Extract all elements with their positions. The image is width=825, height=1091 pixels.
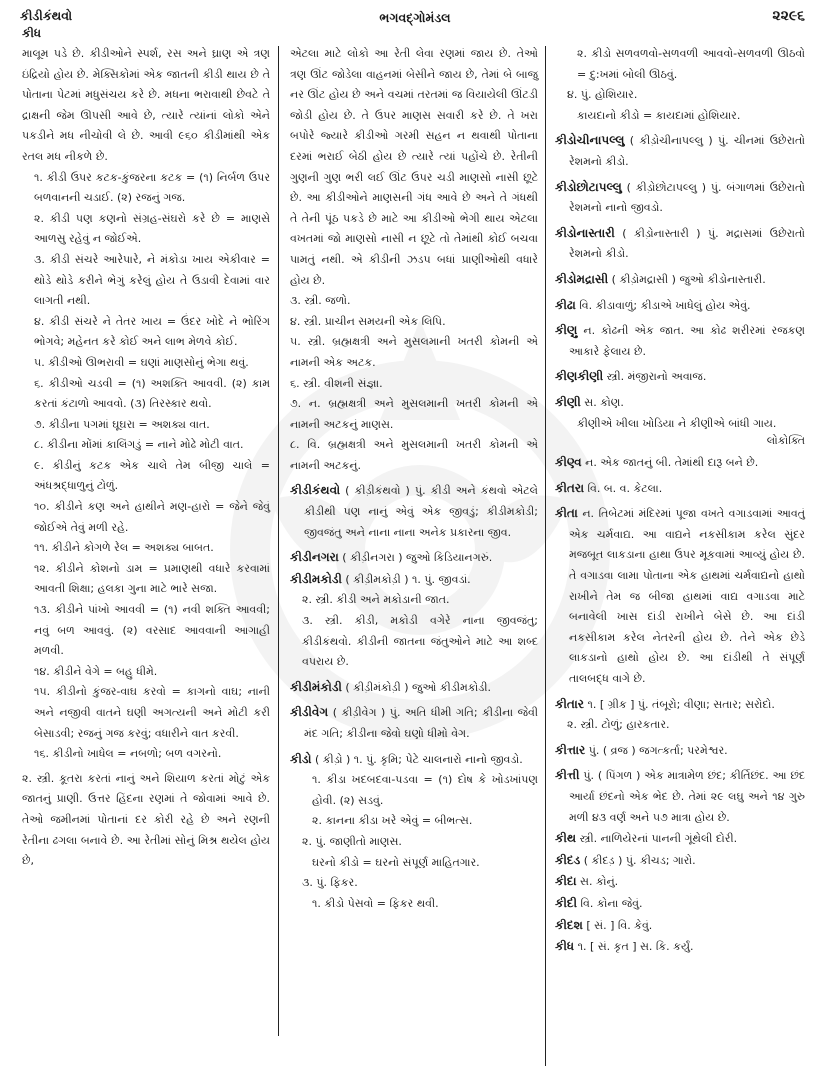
- headword: કીડો: [290, 751, 312, 766]
- dictionary-entry: [555, 893, 805, 915]
- sense-definition: ૪. પું. હોશિયાર.: [567, 88, 638, 102]
- dictionary-entry: [555, 366, 805, 388]
- sense-definition: ૫. સ્ત્રી. બ્રહ્મક્ષત્રી અને મુસલમાની ખતરી કોમની એ નામની એક અટક.: [290, 335, 538, 369]
- dictionary-entry: [290, 480, 538, 543]
- dictionary-entry: [555, 936, 805, 958]
- sense-definition: ૨. સ્ત્રી. કીડી અને મકોડાની જાત.: [302, 593, 450, 607]
- definition: પું. ( પિંગળ ) એક માત્રામેળ છંદ; કીર્તિછંદ. આ છંદ આર્યા છંદનો એક ભેદ છે. તેમાં ૨૯ લઘુ અને ૧૪ ગુરુ મળી ૪૩ વર્ણ અને ૫૭ માત્રા હોય છે.: [569, 769, 805, 824]
- headword: કીડોમદ્રાસી: [555, 271, 609, 286]
- entry-continuation: એટલા માટે લોકો આ રેતી લેવા રણમાં જાય છે. તેઓ ત્રણ ઊંટ જોડેલા વાહનમાં બેસીને જાય છે, તેમાં બે બાજુ નર ઊંટ હોય છે અને વચમાં તરતમાં જ વિયાયેલી ઊંટડી જોડી હોય છે. તે ઉપર માણસ સવારી કરે છે. તે ખરા બપોરે જ્યારે કીડીઓ ગરમી સહન ન થવાથી પોતાના દરમાં ભરાઈ બેઠી હોય છે ત્યારે ત્યાં પહોંચે છે. રેતીની ગુણની ગુણ ભરી લઈ ઊંટ ઉપર ચડી માણસો નાસી છૂટે છે. આ કીડીઓને માણસની ગંધ આવે છે અને તે ગંધથી તે તેની પૂંઠ પકડે છે માટે આ કીડીઓ ભેગી થાય એટલા વખતમાં જો માણસો નાસી ન છૂટે તો તેમાંથી કોઈ બચવા પામતું નથી. એ કીડીની ઝડપ બધાં પ્રાણીઓથી વધારે હોય છે.: [290, 47, 538, 287]
- entry-continuation: માલૂમ પડે છે. કીડીઓને સ્પર્શ, રસ અને ઘ્રાણ એ ત્રણ ઇંદ્રિયો હોય છે. મેક્સિકોમાં એક જાતની કીડી થાય છે તે પોતાના પેટમાં મધુસંચય કરે છે. મધના ભરાવાથી છેવટે તે દ્રાક્ષની જેમ ઊપસી આવે છે, ત્યારે ત્યાંનાં લોકો એને પકડીને મધ નીચોવી લે છે. આવી ૯૬૦ કીડીમાંથી એક રતલ મધ નીકળે છે.: [22, 47, 270, 163]
- headword: કીડોચીનાપલ્લુ: [555, 133, 625, 148]
- idiom: ૨. કીડો સળવળવો-સળવળી આવવો-સળવળી ઊઠવો = દુ:ખમાં બોલી ઊઠવું.: [577, 47, 805, 81]
- idiom: ૭. કીડીના પગમાં ઘૂઘરા = અશક્ય વાત.: [34, 417, 210, 431]
- book-title: ભગવદ્ગોમંડલ: [379, 10, 451, 25]
- column-divider: [278, 46, 279, 1036]
- idiom: ૧. કીડી ઉપર કટક-કુંજરના કટક = (૧) નિર્બળ ઉપર બળવાનની ચડાઈ. (૨) રજનું ગજ.: [34, 170, 270, 205]
- dictionary-entry: [555, 295, 805, 317]
- sense-definition: ૩. સ્ત્રી. જળો.: [290, 294, 351, 308]
- headword: કીધ: [555, 939, 575, 954]
- idiom: કાયદાનો કીડો = કાયદામાં હોશિયાર.: [577, 108, 741, 122]
- sense-definition: ૪. સ્ત્રી. પ્રાચીન સમયની એક લિપિ.: [290, 314, 446, 328]
- headword: કીડોનાસ્તારી: [555, 225, 615, 240]
- dictionary-entry: [290, 677, 538, 699]
- idiom: ઘરનો કીડો = ઘરનો સંપૂર્ણ માહિતગાર.: [312, 855, 480, 869]
- definition: સ. કોનું.: [576, 875, 619, 889]
- headword: કીદા: [555, 874, 577, 889]
- dictionary-entry: [555, 269, 805, 291]
- definition: ( કીડ઼ોછોટાપલ્લુ ) પું. બંગાળમાં ઉછેરાતો રેશમનો નાનો જીવડો.: [569, 180, 805, 215]
- definition: [ સં. ] વિ. કેવું.: [582, 918, 653, 932]
- idiom: ૨. કીડી પણ કણનો સંગ્રહ-સંઘરો કરે છે = માણસે આળસુ રહેવું ન જોઈએ.: [34, 211, 270, 246]
- headword: કીતરા: [555, 480, 585, 495]
- headword: કીત્તાર: [555, 742, 586, 757]
- idiom: ૧૨. કીડીને કોશનો ડામ = પ્રમાણથી વધારે કરવામાં આવતી શિક્ષા; હલકા ગુના માટે ભારે સજા.: [34, 561, 270, 596]
- definition: વિ. બ. વ. કેટલા.: [584, 481, 663, 495]
- sense-definition: ૬. સ્ત્રી. વીશની સંજ્ઞા.: [290, 376, 383, 390]
- headword: કીતાર: [555, 696, 585, 711]
- dictionary-entry: [555, 503, 805, 689]
- headword: કીણકીણી: [555, 369, 604, 384]
- sense-definition: ૨. સ્ત્રી. ટોળું; હારકતાર.: [567, 718, 670, 732]
- dictionary-entry: [290, 702, 538, 744]
- definition: સ્ત્રી. મંજીરાનો અવાજ.: [603, 370, 707, 384]
- headword: કીદશ: [555, 917, 583, 932]
- headword: કીદડ: [555, 852, 581, 867]
- definition: ( કીડ઼ો ) ૧. પું. કૃમિ; પેટે ચાલનારો નાનો જીવડો.: [311, 752, 523, 766]
- headword: કીતા: [555, 506, 578, 521]
- sense-definition: ૨. પું. જાણીતો માણસ.: [302, 834, 402, 848]
- definition: ૧. [ ગ્રીક ] પું. તંબૂરો; વીણા; સતાર; સરોદો.: [584, 697, 775, 711]
- dictionary-entry: [290, 547, 538, 569]
- definition: ( કીડ઼ોનાસ્તારી ) પું. મદ્રાસમાં ઉછેરાતો રેશમનો કીડો.: [569, 226, 805, 261]
- definition: ( કીડ઼ીનગરા ) જુઓ કિડિયાનગરું.: [338, 551, 493, 565]
- headword: કીઢા: [555, 297, 576, 312]
- dictionary-entry: [555, 765, 805, 828]
- column-divider: [545, 46, 546, 1066]
- headword: કીણી: [555, 394, 581, 409]
- headword: કીડીવેગ: [290, 705, 329, 720]
- headword: કીદી: [555, 895, 578, 910]
- idiom: ૧. કીડા ખદબદવા-પડવા = (૧) દોષ કે ખોડખાંપણ હોવી. (૨) સડવું.: [312, 773, 538, 807]
- definition: વિ. કીડાવાળું; કીડાએ ખાધેલું હોય એવું.: [575, 298, 751, 312]
- idiom: ૧૧. કીડીને કોગળે રેલ = અશક્ય બાબત.: [34, 541, 214, 555]
- dictionary-entry: [555, 915, 805, 937]
- idiom: ૫. કીડીઓ ઊભરાવી = ઘણાં માણસોનું ભેગા થવું.: [34, 355, 249, 369]
- idiom: ૧૬. કીડીનો ખાધેલ = નબળો; બળ વગરનો.: [34, 747, 222, 761]
- definition: ( કીડ઼ોચીનાપલ્લુ ) પું. ચીનમાં ઉછેરાતો રેશમનો કીડો.: [569, 134, 805, 168]
- dictionary-entry: [555, 850, 805, 872]
- dictionary-entry: [555, 130, 805, 172]
- column-1: [22, 44, 270, 872]
- headword: કીણુ: [555, 323, 578, 338]
- idiom: ૧. કીડો પેસવો = ફિકર થવી.: [312, 896, 439, 910]
- dictionary-entry: [555, 478, 805, 500]
- guide-word-last: કીધ: [22, 26, 42, 40]
- headword: કીડીનગરા: [290, 550, 339, 565]
- headword: કીડીમકોડી: [290, 571, 342, 586]
- idiom: ૩. કીડી સંચરે આરેપારે, ને મંકોડા ખાય એકીવાર = થોડે થોડે કરીને ભેગું કરેલું હોય તે ઉડાવી દેવામાં વાર લાગતી નથી.: [34, 252, 270, 308]
- headword: કીથ: [555, 831, 577, 846]
- dictionary-entry: [555, 392, 805, 414]
- idiom: ૧૫. કીડીનો કુંજર-વાઘ કરવો = કાગનો વાઘ; નાની અને નજીવી વાતને ઘણી અગત્યની અને મોટી કરી બેસાડવી; રજનું ગજ કરવું; વધારીને વાત કરવી.: [34, 685, 270, 740]
- column-2: [290, 44, 538, 914]
- definition: ન. એક જાતનું બી. તેમાંથી દારૂ બને છે.: [581, 456, 759, 470]
- sense-definition: ૨. સ્ત્રી. કૂતરા કરતાં નાનું અને શિયાળ કરતાં મોટું એક જાતનું પ્રાણી. ઉત્તર હિંદના રણમાં તે જોવામાં આવે છે. તેઓ જમીનમાં પોતાનાં દર કોરી રહે છે અને રણની રેતીના ઢગલા બનાવે છે. આ રેતીમાં સોનું મિશ્ર થયેલ હોય છે,: [22, 771, 270, 868]
- definition: પું. ( વ્રજ ) જગત્કર્તા; પરમેશ્વર.: [585, 743, 728, 757]
- idiom: ૧૪. કીડીને વેગે = બહુ ધીમે.: [34, 664, 158, 678]
- sense-definition: ૩. સ્ત્રી. કીડી, મકોડી વગેરે નાના જીવજંતુ; કીડીકંથવો. કીડીની જાતના જંતુઓને માટે આ શબ્દ વપરાય છે.: [302, 614, 538, 669]
- definition: ( કીડ઼ોમદ્રાસી ) જુઓ કીડોનાસ્તારી.: [608, 272, 766, 286]
- dictionary-entry: [555, 452, 805, 474]
- dictionary-entry: [555, 694, 805, 716]
- dictionary-entry: [555, 871, 805, 893]
- idiom: ૧૦. કીડીને કણ અને હાથીને મણ-હારો = જેને જેવું જોઈએ તેવું મળી રહે.: [34, 500, 270, 534]
- idiom: ૨. કાનના કીડા ખરે એવું = બીભત્સ.: [312, 814, 473, 828]
- definition: સ્ત્રી. નાળિયેરનાં પાનની ગૂંથેલી દોરી.: [576, 832, 738, 846]
- definition: ( કીડ઼ીમકોડ઼ી ) ૧. પું. જીવડાં.: [341, 572, 471, 586]
- idiom: ૮. કીડીના મોંમાં કાલિંગડું = નાને મોઢે મોટી વાત.: [34, 438, 244, 452]
- headword: કીડીકંથવો: [290, 483, 341, 498]
- definition: ( કીડ઼ીમંકોડ઼ી ) જુઓ કીડીમકોડી.: [341, 680, 491, 694]
- headword: કીડીમંકોડી: [290, 679, 342, 694]
- dictionary-entry: [555, 828, 805, 850]
- definition: ૧. [ સં. કૃત ] સ. કિ. કર્યું.: [574, 940, 694, 954]
- column-3: [555, 44, 805, 958]
- page-header: [0, 0, 825, 44]
- idiom: ૧૩. કીડીને પાંખો આવવી = (૧) નવી શક્તિ આવવી; નવું બળ આવવું. (૨) વરસાદ આવવાની આગાહી મળવી.: [34, 603, 270, 658]
- dictionary-entry: [555, 177, 805, 219]
- dictionary-entry: [555, 740, 805, 762]
- definition: સ. કોણ.: [580, 395, 624, 409]
- idiom: ૬. કીડીઓ ચડવી = (૧) અશક્તિ આવવી. (૨) કામ કરતાં કંટાળો આવવો. (૩) તિરસ્કાર થવો.: [34, 376, 270, 411]
- sense-definition: ૮. વિ. બ્રહ્મક્ષત્રી અને મુસલમાની ખતરી કોમની એ નામની અટકનું.: [290, 438, 538, 472]
- idiom: ૪. કીડી સંચરે ને તેતર ખાય = ઉંદર ખોદે ને ભોરિંગ ભોગવે; મહેનત કરે કોઈ અને લાભ મેળવે કોઈ.: [34, 314, 270, 349]
- headword: કીણ્વ: [555, 455, 582, 470]
- sense-definition: ૭. ન. બ્રહ્મક્ષત્રી અને મુસલમાની ખતરી કોમની એ નામની અટકનું માણસ.: [290, 397, 538, 431]
- sense-definition: ૩. પું. ફિકર.: [302, 876, 358, 890]
- guide-word-first: કીડીકંથવો: [20, 8, 73, 23]
- definition: ( કીદડ઼ ) પું. કીચડ; ગારો.: [580, 853, 696, 867]
- definition: ન. કોઢની એક જાત. આ કોઢ શરીરમાં રજકણ આકારે ફેલાય છે.: [569, 324, 805, 358]
- idiom: ૯. કીડીનું કટક એક ચાલે તેમ બીજી ચાલે = અંધશ્રદ્ધાળુનું ટોળું.: [34, 458, 270, 493]
- page-number: ૨૨૯૬: [772, 8, 805, 24]
- headword: કીત્તી: [555, 768, 580, 783]
- definition: ( કીડ઼ીકંથવો ) પું. કીડી અને કંથવો એટલે કીડીથી પણ નાનું એવું એક જીવડું; કીડીમકોડી; જીવજંતુ અને નાના નાના અનેક પ્રકારના જીવ.: [304, 484, 538, 539]
- definition: ન. તિબેટમાં મંદિરમાં પૂજા વખતે વગાડવામાં આવતું એક ચર્મવાદ્ય. આ વાદ્યને નકસીકામ કરેલ સુંદર મજબૂત લાકડાના હાથા ઉપર મૂકવામાં આવ્યું હોય છે. તે વગાડવા લામા પોતાના એક હાથમાં ચર્મવાદ્યનો હાથો રાખીને તેમ જ બીજા હાથમાં વાદ્ય વગાડવા માટે બનાવેલી ખાસ દાંડી રાખીને બેસે છે. આ દાંડી નકસીકામ કરેલ નેતરની હોય છે. તેને એક છેડે લાકડાનો હાથો હોય છે. આ દાંડીથી તે સંપૂર્ણ તાલબદ્ધ વાગે છે.: [569, 507, 805, 686]
- dictionary-entry: [290, 569, 538, 591]
- dictionary-entry: [555, 320, 805, 362]
- definition: ( કીડ઼ીવેગ ) પું. અતિ ધીમી ગતિ; કીડીના જેવી મંદ ગતિ; કીડીના જેવો ઘણો ધીમો વેગ.: [304, 706, 538, 740]
- headword: કીડોછોટાપલ્લુ: [555, 179, 622, 194]
- dictionary-entry: [555, 223, 805, 265]
- proverb-label: લોકોક્તિ: [766, 434, 805, 448]
- dictionary-entry: [290, 749, 538, 771]
- proverb: કીણીએ ખીલા ખોડિયા ને કીણીએ બાંધી ગાય.: [577, 416, 777, 430]
- definition: વિ. કોના જેવું.: [577, 896, 643, 910]
